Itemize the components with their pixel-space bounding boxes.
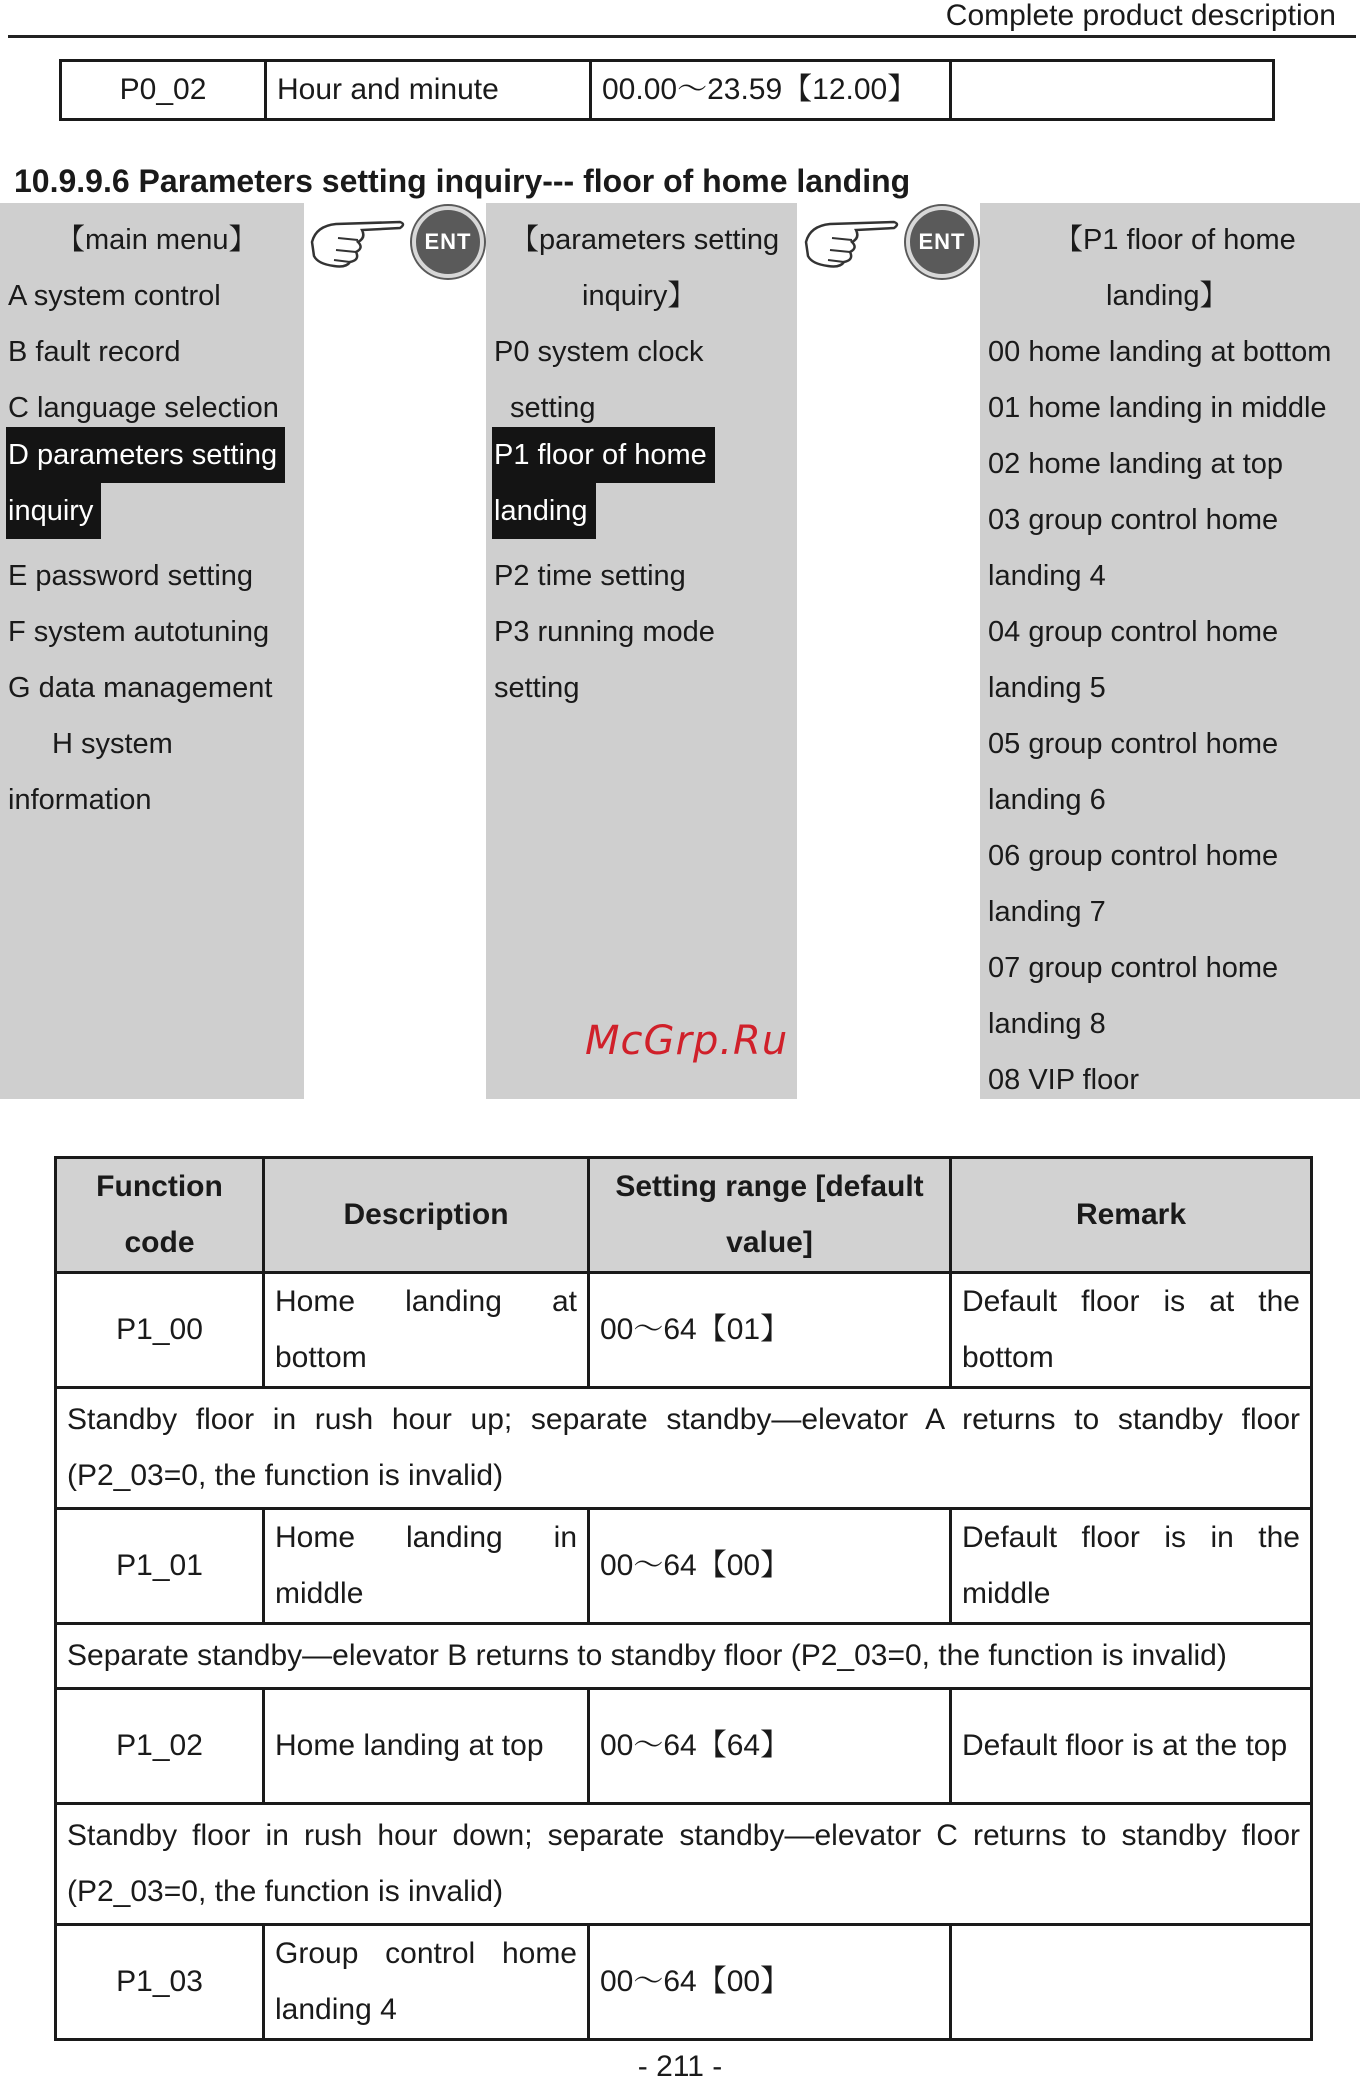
range-cell: 00～64【01】 [589, 1273, 951, 1388]
column-header-range: Setting range [default value] [589, 1158, 951, 1273]
menu-title: 【main menu】 [56, 224, 258, 256]
menu-item[interactable]: 04 group control home [988, 616, 1279, 648]
description-cell: Hour and minute [266, 61, 591, 120]
function-table [54, 1156, 1313, 2041]
menu-item[interactable]: information [8, 784, 152, 816]
function-code-cell: P1_02 [56, 1689, 264, 1804]
menu-item[interactable]: 02 home landing at top [988, 448, 1284, 480]
menu-item[interactable]: 00 home landing at bottom [988, 336, 1332, 368]
range-cell: 00～64【64】 [589, 1689, 951, 1804]
menu-item[interactable]: A system control [8, 280, 221, 312]
menu-item[interactable]: setting [510, 392, 596, 424]
ent-key-icon: ENT [412, 206, 484, 278]
menu-item[interactable]: E password setting [8, 560, 254, 592]
menu-item-selected[interactable]: D parameters setting [6, 427, 285, 483]
column-header-code: Function code [56, 1158, 264, 1273]
parameters-menu-panel [486, 203, 797, 1099]
function-code-cell: P1_03 [56, 1925, 264, 2040]
menu-item[interactable]: landing 6 [988, 784, 1106, 816]
menu-item[interactable]: P3 running mode [494, 616, 715, 648]
header-rule [8, 35, 1356, 38]
menu-title: landing】 [1106, 280, 1229, 312]
menu-item-selected[interactable]: inquiry [6, 483, 101, 539]
table-row [56, 1689, 1312, 1804]
column-header-description: Description [264, 1158, 589, 1273]
range-cell: 00～64【00】 [589, 1925, 951, 2040]
table-row [56, 1509, 1312, 1624]
column-header-remark: Remark [951, 1158, 1312, 1273]
header-title: Complete product description [945, 0, 1336, 32]
menu-title: 【parameters setting [510, 224, 780, 256]
main-menu-panel [0, 203, 304, 1099]
menu-item[interactable]: landing 4 [988, 560, 1106, 592]
menu-item[interactable]: G data management [8, 672, 273, 704]
ent-key-icon: ENT [906, 206, 978, 278]
note-row [56, 1624, 1312, 1689]
menu-item[interactable]: setting [494, 672, 580, 704]
menu-item[interactable]: F system autotuning [8, 616, 270, 648]
note-cell: Standby floor in rush hour up; separate standby—elevator A returns to standby floor (P2_03=0, the function is invalid) [56, 1388, 1312, 1509]
remark-cell: Default floor is at the bottom [951, 1273, 1312, 1388]
menu-item-selected[interactable]: P1 floor of home [492, 427, 715, 483]
pointing-hand-icon [802, 212, 902, 272]
note-cell: Standby floor in rush hour down; separate standby—elevator C returns to standby floor (P2_03=0, the function is invalid) [56, 1804, 1312, 1925]
menu-item[interactable]: 08 VIP floor [988, 1064, 1140, 1096]
range-cell: 00～64【00】 [589, 1509, 951, 1624]
function-code-cell: P1_00 [56, 1273, 264, 1388]
remark-cell: Default floor is in the middle [951, 1509, 1312, 1624]
menu-item[interactable]: landing 8 [988, 1008, 1106, 1040]
menu-item[interactable]: 05 group control home [988, 728, 1279, 760]
menu-item[interactable]: 01 home landing in middle [988, 392, 1327, 424]
table-row [56, 1273, 1312, 1388]
remark-cell [951, 61, 1274, 120]
range-cell: 00.00～23.59【12.00】 [591, 61, 951, 120]
menu-item[interactable]: 06 group control home [988, 840, 1279, 872]
function-code-cell: P1_01 [56, 1509, 264, 1624]
note-cell: Separate standby—elevator B returns to standby floor (P2_03=0, the function is invalid) [56, 1624, 1312, 1689]
table-header-row [56, 1158, 1312, 1273]
description-cell: Group control home landing 4 [264, 1925, 589, 2040]
remark-cell: Default floor is at the top [951, 1689, 1312, 1804]
pointing-hand-icon [308, 212, 408, 272]
menu-item[interactable]: P0 system clock [494, 336, 704, 368]
menu-item[interactable]: C language selection [8, 392, 279, 424]
note-row [56, 1804, 1312, 1925]
remark-cell [951, 1925, 1312, 2040]
menu-item[interactable]: landing 7 [988, 896, 1106, 928]
menu-item[interactable]: B fault record [8, 336, 181, 368]
menu-item[interactable]: landing 5 [988, 672, 1106, 704]
table-row [61, 61, 1274, 120]
menu-title: 【P1 floor of home [1054, 224, 1296, 256]
function-code-cell: P0_02 [61, 61, 266, 120]
menu-title: inquiry】 [582, 280, 697, 312]
menu-item[interactable]: 07 group control home [988, 952, 1279, 984]
table-row [56, 1925, 1312, 2040]
menu-item-selected[interactable]: landing [492, 483, 596, 539]
p1-floor-menu-panel [980, 203, 1360, 1099]
menu-item[interactable]: H system [52, 728, 173, 760]
watermark: McGrp.Ru [585, 1018, 789, 1064]
menu-item[interactable]: P2 time setting [494, 560, 686, 592]
note-row [56, 1388, 1312, 1509]
menu-item[interactable]: 03 group control home [988, 504, 1279, 536]
description-cell: Home landing in middle [264, 1509, 589, 1624]
page-number: - 211 - [637, 2050, 723, 2083]
description-cell: Home landing at top [264, 1689, 589, 1804]
section-heading: 10.9.9.6 Parameters setting inquiry--- floor of home landing [14, 163, 911, 199]
clock-parameter-table [59, 59, 1275, 121]
description-cell: Home landing at bottom [264, 1273, 589, 1388]
